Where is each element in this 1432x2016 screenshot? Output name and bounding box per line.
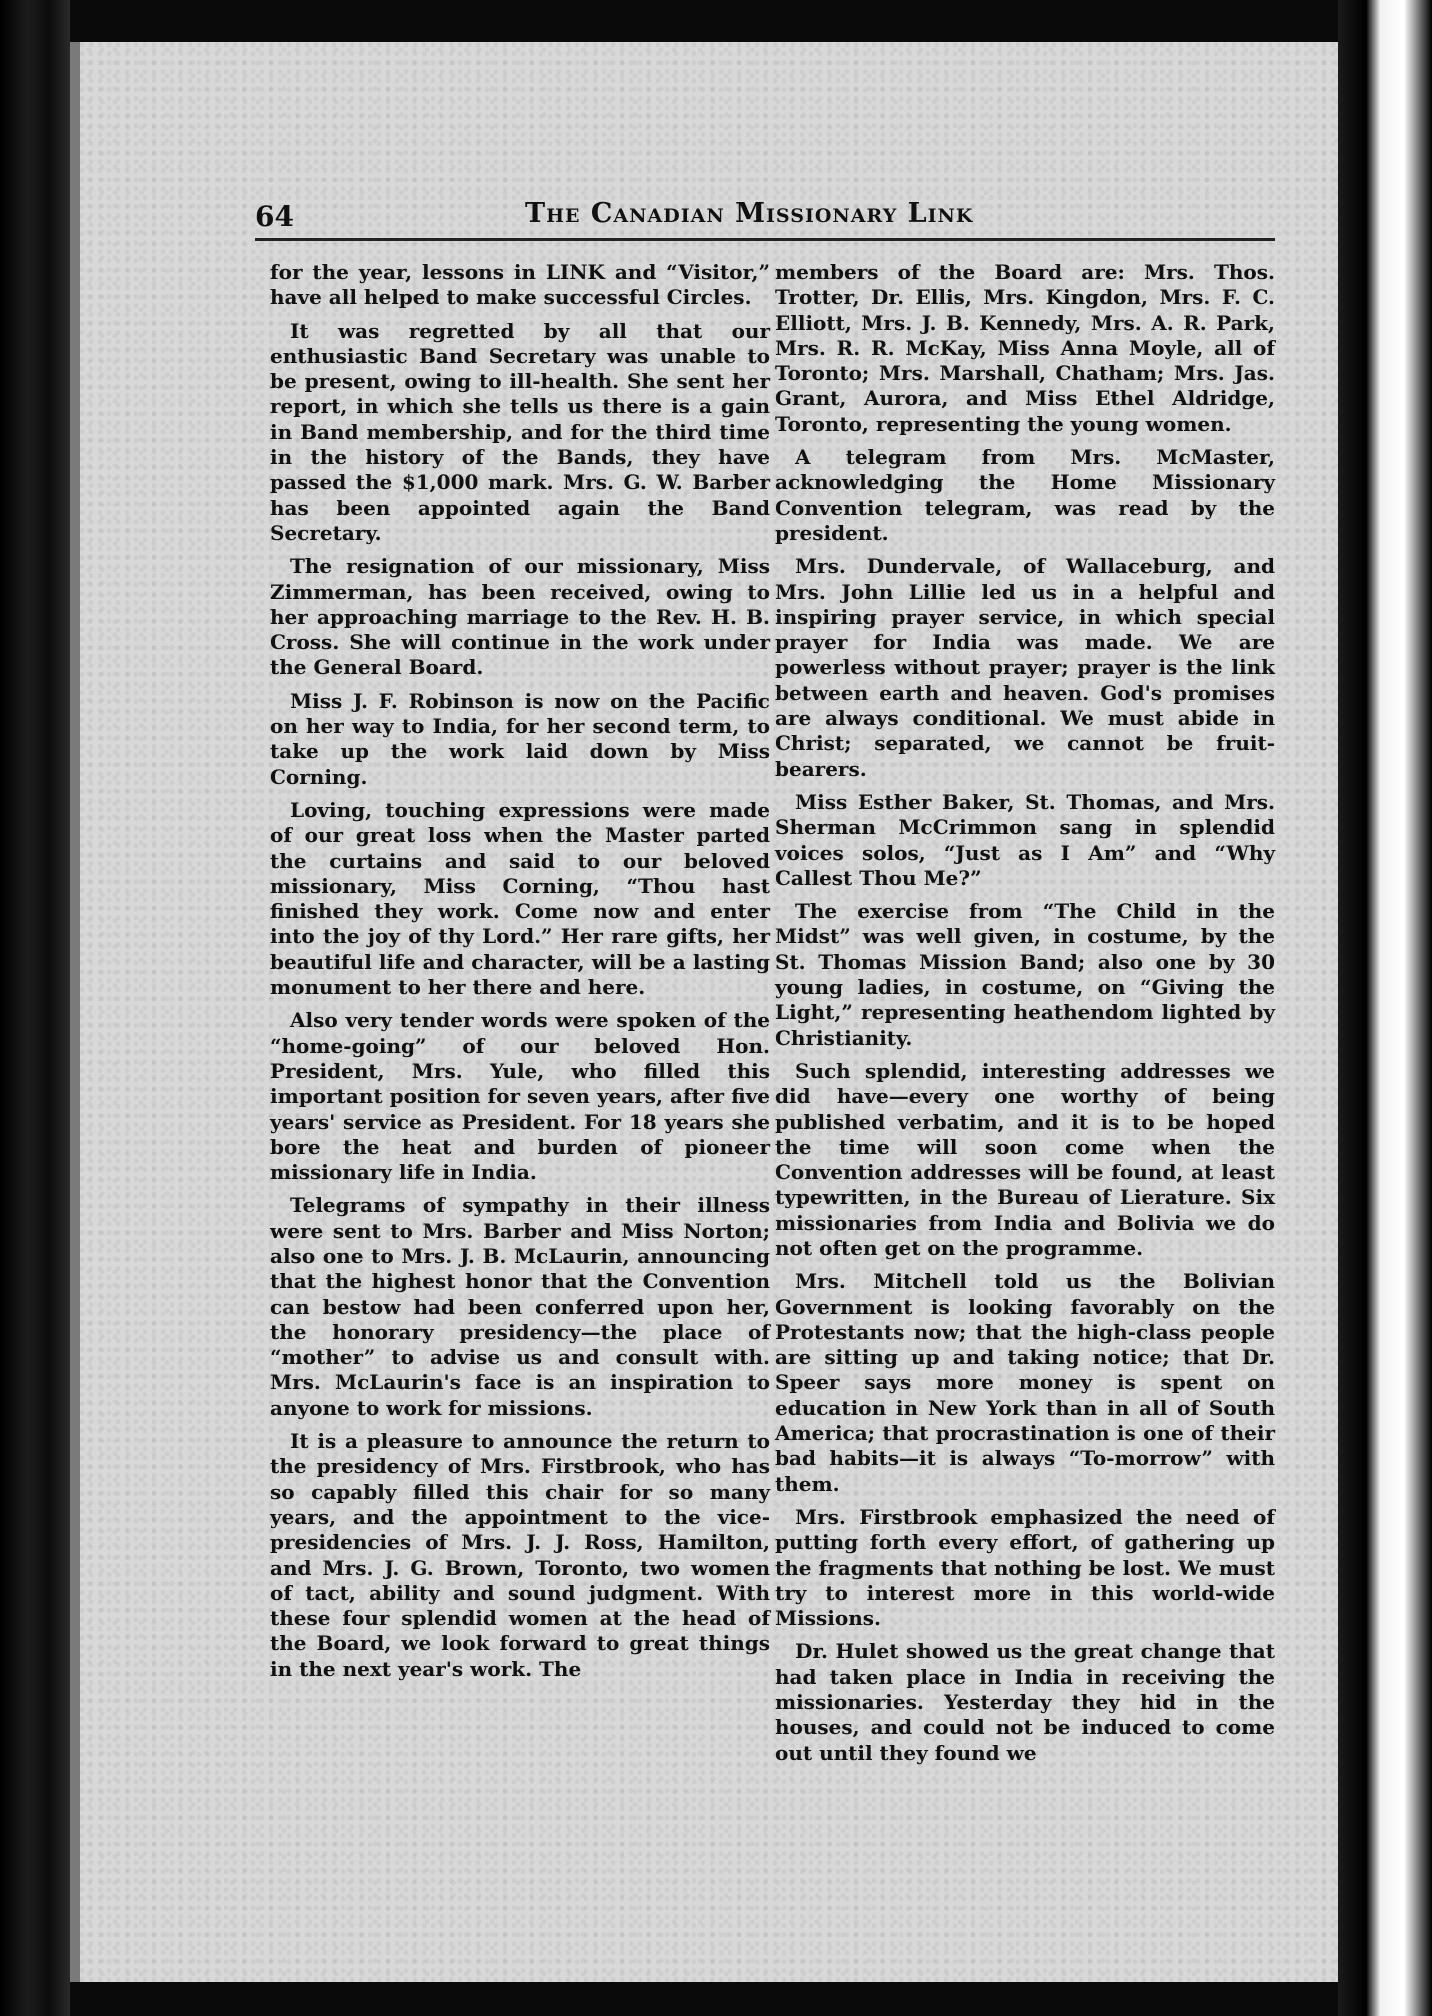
page-number: 64 <box>255 200 294 233</box>
paragraph: Mrs. Firstbrook emphasized the need of putting forth every effort, of gathering up the fragments that nothing be lost. We must try to interest more in this world-wide Missions. <box>775 1504 1275 1631</box>
paragraph: Mrs. Mitchell told us the Bolivian Government is looking favorably on the Protestants now; that the high-class people are sitting up and taking notice; that Dr. Speer says more money is spent on education in New York than in all of South America; that procrastination is one of their bad habits—it is always “To-morrow” with them. <box>775 1269 1275 1496</box>
paragraph: Mrs. Dundervale, of Wallaceburg, and Mrs. John Lillie led us in a helpful and inspiring prayer service, in which special prayer for India was made. We are powerless without prayer; prayer is the link between earth and heaven. God's promises are always conditional. We must abide in Christ; separated, we cannot be fruit-bearers. <box>775 554 1275 781</box>
paragraph: A telegram from Mrs. McMaster, acknowledging the Home Missionary Convention telegram, was read by the president. <box>775 445 1275 545</box>
running-header <box>255 178 1275 241</box>
paragraph: Dr. Hulet showed us the great change that had taken place in India in receiving the missionaries. Yesterday they hid in the houses, and could not be induced to come out until they found we <box>775 1639 1275 1765</box>
paragraph: Also very tender words were spoken of the “home-going” of our beloved Hon. President, Mrs. Yule, who filled this important position for seven years, after five years' service as President. For 18 years she bore the heat and burden of pioneer missionary life in India. <box>270 1008 770 1185</box>
book-spine-shadow <box>0 0 70 2016</box>
paragraph: Telegrams of sympathy in their illness were sent to Mrs. Barber and Miss Norton; also one to Mrs. J. B. McLaurin, announcing that the highest honor that the Convention can bestow had been conferred upon her, the honorary presidency—the place of “mother” to advise us and consult with. Mrs. McLaurin's face is an inspiration to anyone to work for missions. <box>270 1193 770 1420</box>
paragraph: members of the Board are: Mrs. Thos. Trotter, Dr. Ellis, Mrs. Kingdon, Mrs. F. C. Elliott, Mrs. J. B. Kennedy, Mrs. A. R. Park, Mrs. R. R. McKay, Miss Anna Moyle, all of Toronto; Mrs. Marshall, Chatham; Mrs. Jas. Grant, Aurora, and Miss Ethel Aldridge, Toronto, representing the young women. <box>775 260 1275 436</box>
facing-page-edge <box>1338 0 1432 2016</box>
paragraph: It was regretted by all that our enthusiastic Band Secretary was unable to be present, owing to ill-health. She sent her report, in which she tells us there is a gain in Band membership, and for the third time in the history of the Bands, they have passed the $1,000 mark. Mrs. G. W. Barber has been appointed again the Band Secretary. <box>270 318 770 545</box>
left-column <box>270 260 770 1690</box>
paragraph: The exercise from “The Child in the Midst” was well given, in costume, by the St. Thomas Mission Band; also one by 30 young ladies, in costume, on “Giving the Light,” representing heathendom lighted by Christianity. <box>775 899 1275 1050</box>
paragraph: Such splendid, interesting addresses we did have—every one worthy of being published verbatim, and it is to be hoped the time will soon come when the Convention addresses will be found, at least typewritten, in the Bureau of Lierature. Six missionaries from India and Bolivia we do not often get on the programme. <box>775 1058 1275 1260</box>
paragraph: It is a pleasure to announce the return to the presidency of Mrs. Firstbrook, who has so capably filled this chair for so many years, and the appointment to the vice-presidencies of Mrs. J. J. Ross, Hamilton, and Mrs. J. G. Brown, Toronto, two women of tact, ability and sound judgment. With these four splendid women at the head of the Board, we look forward to great things in the next year's work. The <box>270 1429 770 1681</box>
right-column <box>775 260 1275 1774</box>
running-title: The Canadian Missionary Link <box>525 198 974 229</box>
paragraph: Miss Esther Baker, St. Thomas, and Mrs. Sherman McCrimmon sang in splendid voices solos, “Just as I Am” and “Why Callest Thou Me?” <box>775 789 1275 890</box>
paragraph: Miss J. F. Robinson is now on the Pacific on her way to India, for her second term, to take up the work laid down by Miss Corning. <box>270 688 770 789</box>
paragraph: The resignation of our missionary, Miss Zimmerman, has been received, owing to her approaching marriage to the Rev. H. B. Cross. She will continue in the work under the General Board. <box>270 554 770 680</box>
paragraph: Loving, touching expressions were made of our great loss when the Master parted the curtains and said to our beloved missionary, Miss Corning, “Thou hast finished they work. Come now and enter into the joy of thy Lord.” Her rare gifts, her beautiful life and character, will be a lasting monument to her there and here. <box>270 797 770 1000</box>
paragraph: for the year, lessons in LINK and “Visitor,” have all helped to make successful Circles. <box>270 260 770 310</box>
